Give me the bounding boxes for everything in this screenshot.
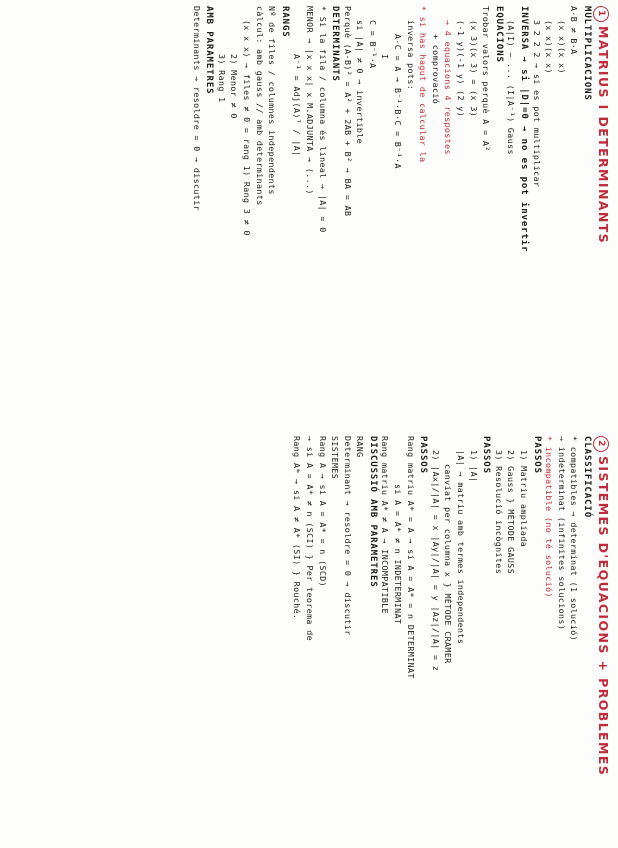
col2-line: 1) Matriu ampliada xyxy=(519,450,530,548)
section-title-2-text: SISTEMES D'EQUACIONS + PROBLEMES xyxy=(596,456,611,777)
col2-line: PASSOS xyxy=(418,436,429,474)
col2-line: DISCUSSIÓ AMB PARAMETRES xyxy=(367,436,378,588)
col1-line: si |A| ≠ 0 → invertible xyxy=(355,20,366,145)
col2-line: Rang A → si A = A* = n (SCD) xyxy=(317,436,328,588)
col1-line: + comprovació xyxy=(430,34,441,105)
col2-line: * compatibles → determinat (1 solució) xyxy=(569,436,580,642)
col2-line: Rang matriu A* = A → si A = A* = n DETERMINAT xyxy=(405,436,416,679)
col2-line: * incompatible (no té solució) xyxy=(544,436,555,598)
col1-line: (A|I) ~ ... (I|A⁻¹) Gauss xyxy=(506,20,517,155)
col1-line: 2) Menor ≠ 0 xyxy=(229,54,240,119)
col1-line: A·C = A → B⁻¹·B·C = B⁻¹·A xyxy=(393,34,404,169)
col1-line: (x x x) → files ≠ 0 = rang 1) Rang 3 ≠ 0 xyxy=(241,20,252,236)
col1-line: Perquè (A·B)² = A² + 2AB + B² → BA = AB xyxy=(342,6,353,217)
col1-line: MENOR → |x x x| x M.ADJUNTA → (...) xyxy=(304,6,315,195)
col1-line: Trobar valors perquè A = A² xyxy=(481,6,492,152)
col1-line: càlcul: amb gauss // amb determinants xyxy=(254,6,265,206)
col2-line: Rang A* → si A ≠ A* (SI) } Rouché. xyxy=(292,436,303,620)
col1-line: AMB PARAMETRES xyxy=(204,6,215,95)
col2-line: Determinant → resoldre = 0 → discutir xyxy=(342,436,353,636)
col1-line: 3 2 2 2 → si es pot multiplicar xyxy=(531,20,542,188)
col2-line: 3) Resolució incògnites xyxy=(493,450,504,575)
col2-line: → indeterminat (infinites solucions) xyxy=(556,436,567,631)
col2-line: |A| → matriu amb termes independents xyxy=(456,450,467,645)
col2-line: → si A = A* ≠ n (SCI) } Per teorema de xyxy=(304,436,315,642)
section-title-2 xyxy=(593,436,612,842)
col1-line: DETERMINANTS xyxy=(330,6,341,82)
section-number-1: 1 xyxy=(593,6,609,22)
col1-line: Nº de files / columnes independents xyxy=(267,6,278,195)
col1-line: INVERSA → si |D|=0 → no es pot invertir xyxy=(519,6,530,253)
col1-line: (x x)(x x) xyxy=(544,20,555,74)
section-2-lines xyxy=(291,436,593,842)
section-1-lines xyxy=(190,6,593,436)
col1-line: 3) Rang 1 xyxy=(216,54,227,103)
col2-line: PASSOS xyxy=(481,436,492,474)
col1-line: A·B ≠ B·A xyxy=(569,6,580,55)
col2-line: Rang matriu A* ≠ A → INCOMPATIBLE xyxy=(380,436,391,615)
col2-line: SISTEMES xyxy=(330,436,341,480)
col1-line: (-1 y)(-1 y) (2 y) xyxy=(456,20,467,118)
col2-line: canviat per columna x } MÈTODE CRAMER xyxy=(443,464,454,664)
col1-line: inversa pots: xyxy=(405,20,416,91)
section-sistemes xyxy=(291,436,612,842)
col2-line: si A = A* ≠ n INDETERMINAT xyxy=(393,484,404,625)
section-number-2: 2 xyxy=(593,436,609,452)
col2-line: 2) Gauss } MÈTODE GAUSS xyxy=(506,450,517,575)
col1-line: I xyxy=(380,54,391,60)
col1-line: EQUACIONS xyxy=(493,6,504,63)
col1-line: * si has hagut de calcular la xyxy=(418,6,429,163)
section-title-1-text: MATRIUS I DETERMINANTS xyxy=(596,26,611,245)
col1-line: * Si la fila / columna és lineal → |A| = 0 xyxy=(317,6,328,233)
col1-line: Determinants → resoldre = 0 → discutir xyxy=(191,6,202,212)
col1-line: A⁻¹ = Adj(A)ᵀ / |A| xyxy=(292,54,303,157)
section-title-1 xyxy=(593,6,612,436)
col1-line: C = B⁻¹·A xyxy=(367,20,378,69)
col1-line: (x 3)(x 3) = (x 3) xyxy=(468,20,479,118)
col1-line: → 4 equacions 4 respostes xyxy=(443,20,454,155)
col2-line: 1) |A| xyxy=(468,450,479,483)
col2-line: CLASSIFICACIÓ xyxy=(582,436,592,519)
col2-line: RANG xyxy=(355,436,366,458)
col2-line: 2) |Ax|/|A| = x |Ay|/|A| = y |Az|/|A| = z xyxy=(430,450,441,672)
col2-line: PASSOS xyxy=(531,436,542,474)
col1-line: RANGS xyxy=(279,6,290,38)
col1-line: MULTIPLICACIONS xyxy=(582,6,592,101)
col1-line: (x x)(x x) xyxy=(556,20,567,74)
section-matrius xyxy=(190,6,612,436)
